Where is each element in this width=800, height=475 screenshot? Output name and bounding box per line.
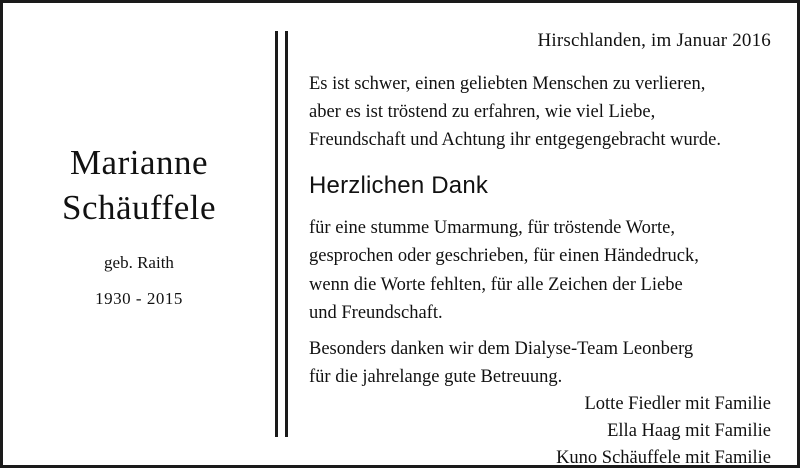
signature-line: Kuno Schäuffele mit Familie (556, 447, 771, 468)
intro-text (309, 70, 771, 154)
place-and-date: Hirschlanden, im Januar 2016 (537, 30, 771, 51)
deceased-first-name: Marianne (69, 143, 209, 182)
thanks-heading: Herzlichen Dank (309, 172, 489, 200)
deceased-panel (3, 3, 275, 465)
signature-line: Lotte Fiedler mit Familie (584, 393, 771, 414)
signature-line: Ella Haag mit Familie (607, 420, 771, 441)
intro-line: Es ist schwer, einen geliebten Menschen zu verlieren, (309, 74, 706, 94)
body-line: wenn die Worte fehlten, für alle Zeichen der Liebe (309, 274, 683, 295)
special-thanks-text (309, 335, 771, 391)
thanks-body-text (309, 214, 771, 326)
body-line: für eine stumme Umarmung, für tröstende Worte, (309, 218, 676, 239)
signatures (309, 391, 771, 475)
intro-line: Freundschaft und Achtung ihr entgegengebracht wurde. (309, 130, 722, 151)
life-dates: 1930 - 2015 (95, 288, 183, 308)
message-panel (275, 3, 797, 468)
vertical-divider-outer (275, 31, 278, 437)
deceased-name (62, 141, 216, 231)
maiden-name: geb. Raith (104, 252, 174, 272)
vertical-divider-inner (285, 31, 288, 437)
intro-line: aber es ist tröstend zu erfahren, wie viel Liebe, (309, 102, 656, 123)
body-line: und Freundschaft. (309, 302, 443, 323)
body-line: gesprochen oder geschrieben, für einen Händedruck, (309, 246, 699, 267)
deceased-last-name: Schäuffele (61, 187, 216, 227)
special-thanks-line: Besonders danken wir dem Dialyse-Team Leonberg (309, 338, 694, 359)
special-thanks-line: für die jahrelange gute Betreuung. (309, 366, 563, 387)
